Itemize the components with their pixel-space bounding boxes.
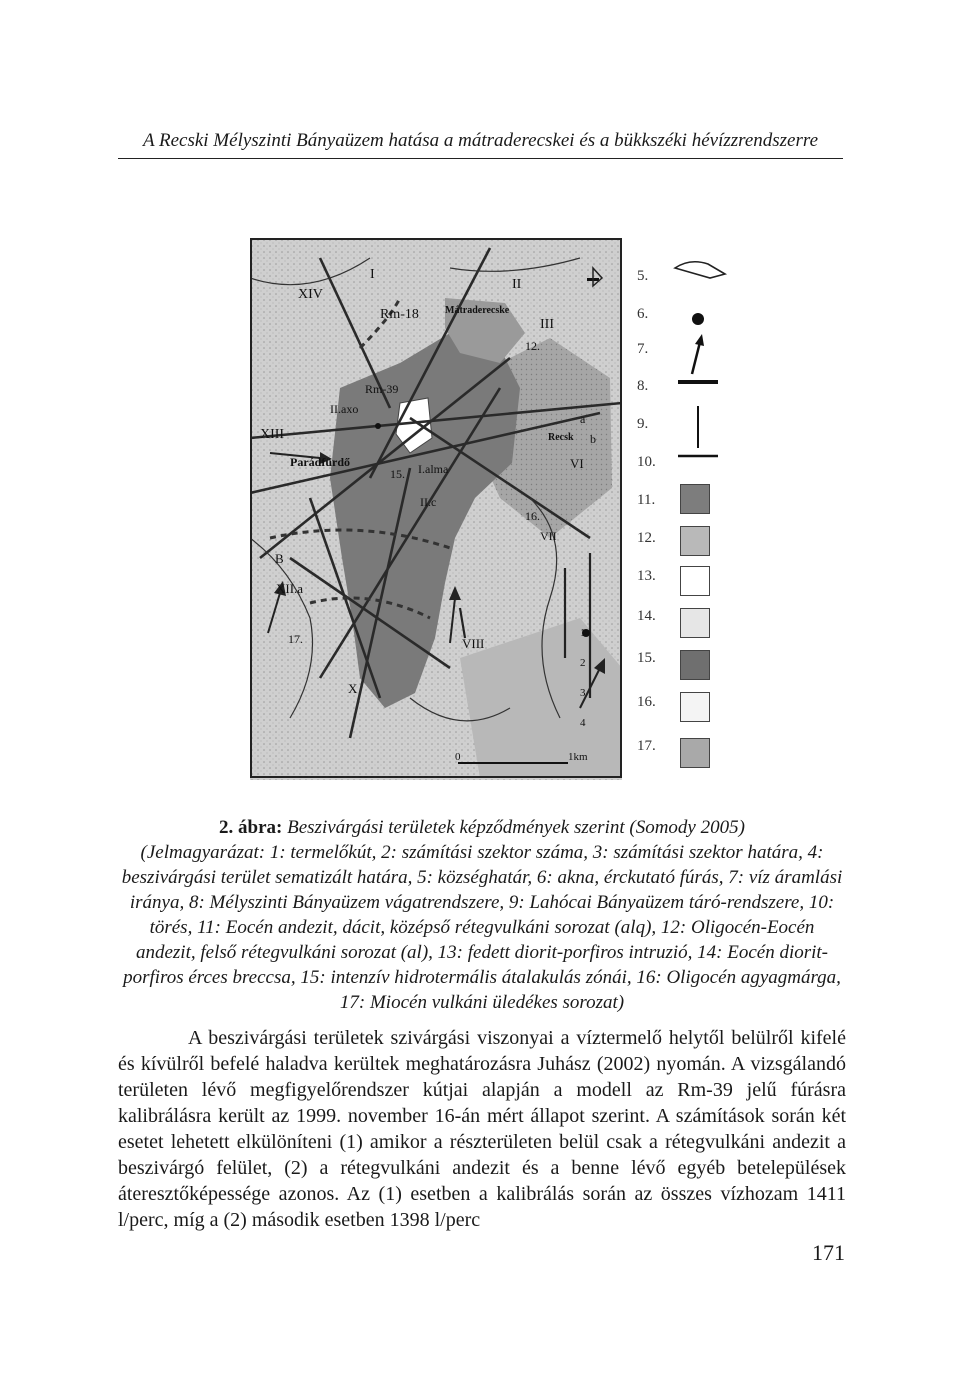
legend-num-5: 5. [637, 268, 649, 284]
figure [250, 238, 735, 780]
map-label-16: 16. [525, 509, 540, 523]
map-label-I: I [370, 267, 375, 282]
figure-caption [118, 815, 846, 1015]
shaft-dot-icon [692, 313, 704, 325]
legend-num-9: 9. [637, 416, 649, 432]
map-label-15: 15. [390, 467, 405, 481]
legend-num-10: 10. [637, 454, 656, 470]
legend-num-12: 12. [637, 530, 656, 546]
legend-inset-2: 2 [580, 657, 586, 669]
map-label-VI: VI [570, 456, 584, 471]
map-label-II: II [512, 277, 522, 292]
map-label-recsk: Recsk [548, 432, 574, 443]
legend-num-7: 7. [637, 341, 649, 357]
figure-legend-text: (Jelmagyarázat: 1: termelőkút, 2: számítási szektor száma, 3: számítási szektor határa, 4: beszivárgási terület sematizált határa, 5: községhatár, 6: akna, érckutató fúrás, 7: víz áramlási iránya, 8: Mélyszinti Bányaüzem vágatrendszere, 9: Lahócai Bányaüzem táró-rendszere, 10: törés, 11: Eocén andezit, dácit, középső rétegvulkáni sorozat (alq), 12: Oligocén-Eocén andezit, felső rétegvulkáni sorozat (al), 13: fedett diorit-porfiros intruzió, 14: Eocén diorit-porfiros érces breccsa, 15: intenzív hidrotermális átalakulás zónái, 16: Oligocén agyagmárga, 17: Miocén vulkáni üledékes sorozat) [121, 842, 843, 1013]
map-label-rm39: Rm-39 [365, 382, 399, 396]
map-label-b: b [590, 432, 596, 446]
map-label-XIIa: XII.a [276, 581, 304, 596]
swatch-17 [680, 738, 710, 768]
legend-num-11: 11. [637, 492, 656, 508]
map-label-Ialma: I.alma [418, 462, 449, 476]
map-label-17: 17. [288, 632, 303, 646]
map-label-III: III [540, 317, 554, 332]
legend-inset-4: 4 [580, 717, 586, 729]
figure-title: Beszivárgási területek képződmények szerint (Somody 2005) [287, 817, 745, 838]
map-frame [250, 238, 622, 778]
legend-num-8: 8. [637, 378, 649, 394]
header-rule [118, 158, 843, 159]
page-number: 171 [812, 1240, 845, 1265]
legend-inset-3: 3 [580, 687, 586, 699]
map-label-12: 12. [525, 339, 540, 353]
mine-gallery-icon [678, 380, 718, 384]
swatch-16 [680, 692, 710, 722]
swatch-15 [680, 650, 710, 680]
flow-arrow-icon [692, 334, 704, 374]
map-label-XIV: XIV [298, 287, 323, 302]
swatch-11 [680, 484, 710, 514]
municipality-boundary-icon [675, 262, 725, 278]
legend-num-15: 15. [637, 650, 656, 666]
map-label-matraderecske: Mátraderecske [445, 305, 510, 316]
figure-label: 2. ábra: [219, 817, 283, 838]
map-label-X: X [348, 681, 358, 696]
body-text [118, 1025, 846, 1233]
legend-symbols [670, 256, 730, 476]
map-label-XIII: XIII [260, 427, 285, 442]
map-label-parad: Parádfürdő [290, 455, 350, 469]
map-label-B: B [275, 551, 284, 566]
map-label-IIaxo: II.axo [330, 402, 359, 416]
legend-num-17: 17. [637, 738, 656, 754]
legend-num-16: 16. [637, 694, 656, 710]
scale-label-km: 1km [568, 751, 588, 763]
legend-num-6: 6. [637, 306, 649, 322]
swatch-13 [680, 566, 710, 596]
map-label-VIII: VIII [462, 636, 485, 651]
legend-num-13: 13. [637, 568, 656, 584]
swatch-12 [680, 526, 710, 556]
scale-label-0: 0 [455, 751, 461, 763]
paragraph: A beszivárgási területek szivárgási viszonyai a víztermelő helytől belülről kifelé és kívülről befelé haladva kerültek meghatározásra Juhász (2002) nyomán. A vizsgálandó területen lévő megfigyelőrendszer kútjai alapján a modell az Rm-39 jelű fúrásra kalibrálásra került az 1999. november 16-án mért állapot szerint. A számítások során két esetet lehetett elkülöníteni (1) amikor a részterületen belül csak a rétegvulkáni andezit a beszivárgó felület, (2) a rétegvulkáni andezit és a benne lévő egyéb betelepülések áteresztőképessége azonos. Az (1) esetben a kalibrálás során az összes vízhozam 1411 l/perc, míg a (2) második esetben 1398 l/perc [118, 1027, 846, 1231]
map-label-VII: VII [540, 529, 557, 543]
map-label-rm18: Rm-18 [380, 307, 419, 322]
swatch-14 [680, 608, 710, 638]
running-header: A Recski Mélyszinti Bányaüzem hatása a mátraderecskei és a bükkszéki hévízzrendszerre [142, 130, 819, 151]
legend-num-14: 14. [637, 608, 656, 624]
legend-inset-1: 1 [580, 627, 586, 639]
map-label-IIc: II.c [420, 495, 437, 509]
map-label-a: a [580, 412, 586, 426]
